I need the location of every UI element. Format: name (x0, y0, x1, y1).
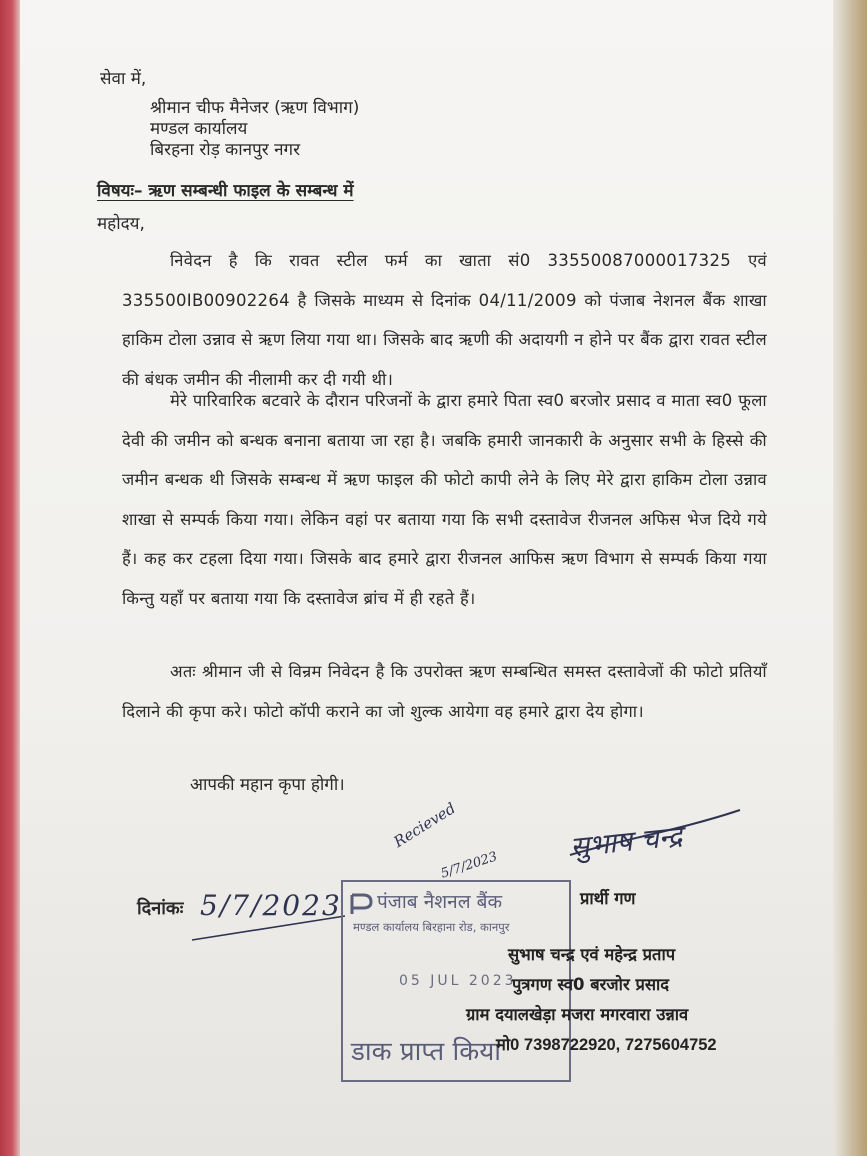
subject-line: विषयः– ऋण सम्बन्धी फाइल के सम्बन्ध में (97, 181, 354, 201)
signature: सुभाष चन्द्र (568, 819, 684, 864)
sender-line-3: ग्राम दयालखेड़ा मजरा मगरवारा उन्नाव (466, 1005, 689, 1024)
salutation-to: सेवा में, (100, 69, 147, 89)
stamp-footer: डाक प्राप्त किया (351, 1037, 502, 1067)
applicant-label: प्रार्थी गण (580, 889, 636, 908)
received-date: 5/7/2023 (439, 849, 500, 882)
pnb-logo-icon (349, 892, 375, 918)
sender-line-1: सुभाष चन्द्र एवं महेन्द्र प्रताप (508, 945, 676, 964)
addressee-line-2: मण्डल कार्यालय (150, 119, 248, 139)
closing-line: आपकी महान कृपा होगी। (190, 775, 345, 795)
page-edge-right (833, 0, 867, 1156)
body-paragraph-3: अतः श्रीमान जी से विन्रम निवेदन है कि उपरोक्त ऋण सम्बन्धित समस्त दस्तावेजों की फोटो प्रतियाँ दिलाने की कृपा करे। फोटो कॉपी कराने का जो शुल्क आयेगा वह हमारे द्वारा देय होगा। (122, 662, 767, 721)
stamp-office: मण्डल कार्यालय बिरहाना रोड, कानपुर (353, 920, 510, 934)
signature-stroke (560, 800, 750, 870)
received-note: Recieved (390, 799, 459, 851)
sender-line-2: पुत्रगण स्व0 बरजोर प्रसाद (512, 975, 670, 994)
addressee-line-3: बिरहना रोड़ कानपुर नगर (150, 140, 301, 160)
date-label: दिनांकः (137, 898, 184, 919)
greeting: महोदय, (97, 214, 145, 234)
stamp-bank-name: पंजाब नैशनल बैंक (377, 891, 503, 913)
stamp-date: 05 JUL 2023 (399, 973, 517, 989)
page-edge-left (0, 0, 22, 1156)
sender-phone: मो0 7398722920, 7275604752 (496, 1036, 717, 1054)
date-value: 5/7/2023 (200, 889, 342, 922)
body-paragraph-1: निवेदन है कि रावत स्टील फर्म का खाता सं0 33550087000017325 एवं 335500IB00902264 है जिसके माध्यम से दिनांक 04/11/2009 को पंजाब नेशनल बैंक शाखा हाकिम टोला उन्नाव से ऋण लिया गया था। जिसके बाद ऋणी की अदायगी न होने पर बैंक द्वारा रावत स्टील की बंधक जमीन की नीलामी कर दी गयी थी। (122, 251, 767, 389)
date-underline (190, 912, 350, 946)
body-paragraph-2: मेरे पारिवारिक बटवारे के दौरान परिजनों के द्वारा हमारे पिता स्व0 बरजोर प्रसाद व माता स्व0 फूला देवी की जमीन को बन्धक बनाना बताया जा रहा है। जबकि हमारी जानकारी के अनुसार सभी के हिस्से की जमीन बन्धक थी जिसके सम्बन्ध में ऋण फाइल की फोटो कापी लेने के लिए मेरे द्वारा हाकिम टोला उन्नाव शाखा से सम्पर्क किया गया। लेकिन वहां पर बताया गया कि सभी दस्तावेज रीजनल अफिस भेज दिये गये हैं। कह कर टहला दिया गया। जिसके बाद हमारे द्वारा रीजनल आफिस ऋण विभाग से सम्पर्क किया गया किन्तु यहाँ पर बताया गया कि दस्तावेज ब्रांच में ही रहते हैं। (122, 391, 767, 608)
addressee-line-1: श्रीमान चीफ मैनेजर (ऋण विभाग) (150, 98, 360, 118)
